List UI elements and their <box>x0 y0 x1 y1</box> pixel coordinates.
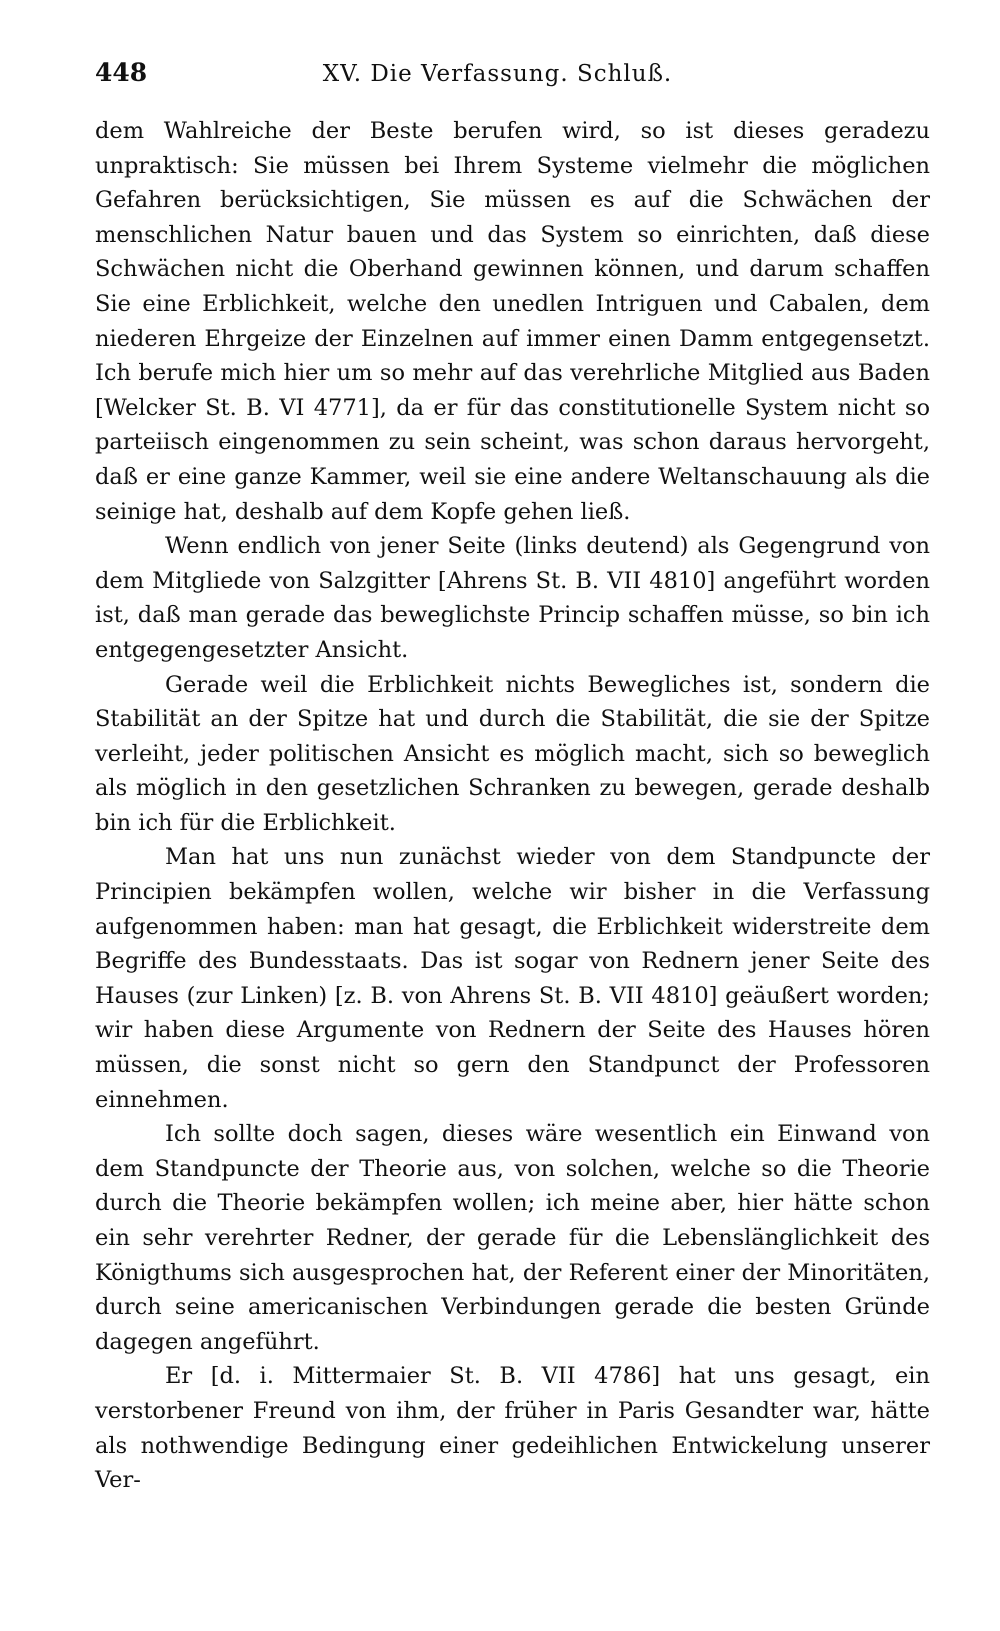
paragraph-6: Er [d. i. Mittermaier St. B. VII 4786] hat uns gesagt, ein verstorbener Freund von ihm, der früher in Paris Gesandter war, hätte als nothwendige Bedingung einer gedeihlichen Entwickelung unserer Ver- <box>95 1363 930 1494</box>
paragraph-1: dem Wahlreiche der Beste berufen wird, so ist dieses geradezu unpraktisch: Sie müssen bei Ihrem Systeme vielmehr die möglichen Gefahren berücksichtigen, Sie müssen es auf die Schwächen der menschlichen Natur bauen und das System so einrichten, daß diese Schwächen nicht die Oberhand gewinnen können, und darum schaffen Sie eine Erblichkeit, welche den unedlen Intriguen und Cabalen, dem niederen Ehrgeize der Einzelnen auf immer einen Damm entgegensetzt. Ich berufe mich hier um so mehr auf das verehrliche Mitglied aus Baden [Welcker St. B. VI 4771], da er für das constitutionelle System nicht so parteiisch eingenommen zu sein scheint, was schon daraus hervorgeht, daß er eine ganze Kammer, weil sie eine andere Weltanschauung als die seinige hat, deshalb auf dem Kopfe gehen ließ. <box>95 118 930 525</box>
body-text <box>95 114 930 1498</box>
paragraph-5: Ich sollte doch sagen, dieses wäre wesentlich ein Einwand von dem Standpuncte der Theorie aus, von solchen, welche so die Theorie durch die Theorie bekämpfen wollen; ich meine aber, hier hätte schon ein sehr verehrter Redner, der gerade für die Lebenslänglichkeit des Königthums sich ausgesprochen hat, der Referent einer der Minoritäten, durch seine americanischen Verbindungen gerade die besten Gründe dagegen angeführt. <box>95 1121 930 1355</box>
paragraph-3: Gerade weil die Erblichkeit nichts Bewegliches ist, sondern die Stabilität an der Spitze hat und durch die Stabilität, die sie der Spitze verleiht, jeder politischen Ansicht es möglich macht, sich so beweglich als möglich in den gesetzlichen Schranken zu bewegen, gerade deshalb bin ich für die Erblichkeit. <box>95 671 930 836</box>
page-header <box>95 58 930 102</box>
paragraph-4: Man hat uns nun zunächst wieder von dem Standpuncte der Principien bekämpfen wollen, welche wir bisher in die Verfassung aufgenommen haben: man hat gesagt, die Erblichkeit widerstreite dem Begriffe des Bundesstaats. Das ist sogar von Rednern jener Seite des Hauses (zur Linken) [z. B. von Ahrens St. B. VII 4810] geäußert worden; wir haben diese Argumente von Rednern der Seite des Hauses hören müssen, die sonst nicht so gern den Standpunct der Professoren einnehmen. <box>95 844 930 1113</box>
page-number: 448 <box>95 58 148 87</box>
running-head: XV. Die Verfassung. Schluß. <box>322 61 673 87</box>
paragraph-2: Wenn endlich von jener Seite (links deutend) als Gegengrund von dem Mitgliede von Salzgitter [Ahrens St. B. VII 4810] angeführt worden ist, daß man gerade das beweglichste Princip schaffen müsse, so bin ich entgegengesetzter Ansicht. <box>95 533 930 663</box>
